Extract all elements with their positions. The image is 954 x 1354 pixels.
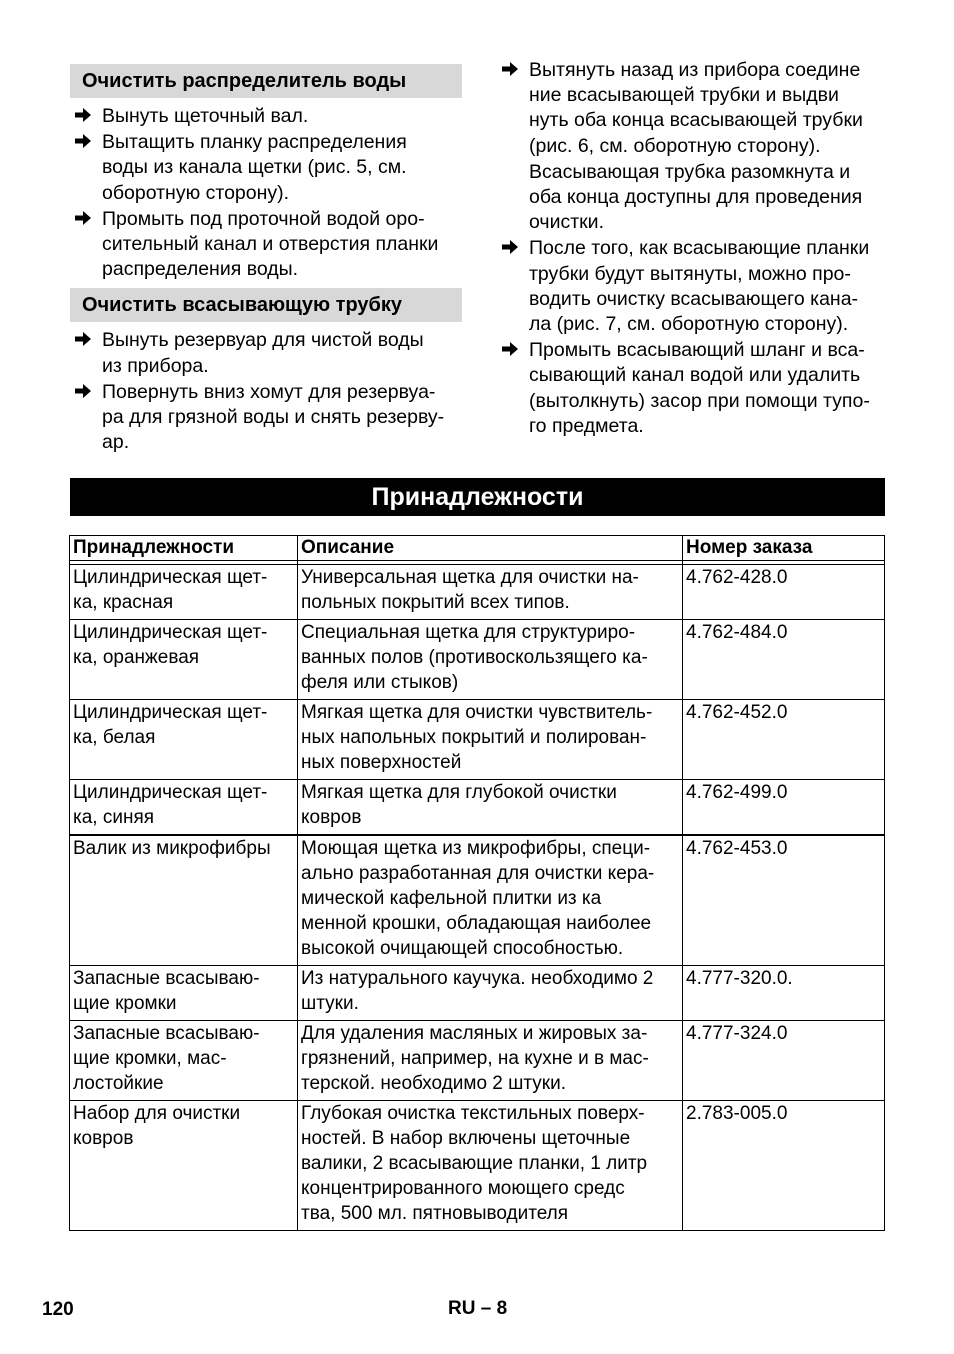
table-row xyxy=(70,780,885,836)
accessory-description: Из натурального каучука. необходимо 2 штуки. xyxy=(298,966,683,1021)
order-number: 4.777-324.0 xyxy=(683,1021,885,1101)
accessory-name: Запасные всасываю- щие кромки xyxy=(70,966,298,1021)
order-number: 4.762-452.0 xyxy=(683,700,885,780)
arrow-right-icon xyxy=(74,132,92,150)
left-column xyxy=(70,64,462,456)
order-number: 4.777-320.0. xyxy=(683,966,885,1021)
section-heading: Очистить распределитель воды xyxy=(70,64,462,98)
step-note: Всасывающая трубка разомкнута и оба конца доступны для проведения очистки. xyxy=(529,160,863,234)
accessory-description: Специальная щетка для структуриро- ванных полов (противоскользящего ка- феля или стыков) xyxy=(298,620,683,700)
section-clean-suction-tube xyxy=(70,288,462,455)
order-number: 4.762-453.0 xyxy=(683,835,885,966)
step-list xyxy=(70,104,462,282)
table-row xyxy=(70,1021,885,1101)
list-item xyxy=(70,130,462,206)
list-item xyxy=(497,58,889,235)
accessory-name: Цилиндрическая щет- ка, синяя xyxy=(70,780,298,836)
accessory-name: Валик из микрофибры xyxy=(70,835,298,966)
step-text: Вынуть щеточный вал. xyxy=(102,105,309,127)
column-header-description: Описание xyxy=(298,536,683,561)
step-text: Вытащить планку распределения воды из канала щетки (рис. 5, см. оборотную сторону). xyxy=(102,131,407,204)
order-number: 4.762-428.0 xyxy=(683,565,885,620)
accessories-table xyxy=(69,535,885,1231)
accessory-name: Цилиндрическая щет- ка, белая xyxy=(70,700,298,780)
table-row xyxy=(70,620,885,700)
footer-language-page: RU – 8 xyxy=(448,1298,508,1319)
accessory-name: Набор для очистки ковров xyxy=(70,1101,298,1231)
table-row xyxy=(70,966,885,1021)
arrow-right-icon xyxy=(74,209,92,227)
accessory-name: Цилиндрическая щет- ка, оранжевая xyxy=(70,620,298,700)
step-text: Вынуть резервуар для чистой воды из прибора. xyxy=(102,329,424,377)
accessory-description: Мягкая щетка для глубокой очистки ковров xyxy=(298,780,683,836)
accessory-name: Цилиндрическая щет- ка, красная xyxy=(70,565,298,620)
accessory-description: Глубокая очистка текстильных поверх- ностей. В набор включены щеточные валики, 2 всасывающие планки, 1 литр концентрированного моющего средс тва, 500 мл. пятновыводителя xyxy=(298,1101,683,1231)
accessory-description: Моющая щетка из микрофибры, специ- ально разработанная для очистки кера- мической кафельной плитки из ка менной крошки, обладающая наиболее высокой очищающей способностью. xyxy=(298,835,683,966)
accessory-description: Мягкая щетка для очистки чувствитель- ных напольных покрытий и полирован- ных поверхностей xyxy=(298,700,683,780)
section-clean-water-distributor xyxy=(70,64,462,282)
step-text: Вытянуть назад из прибора соедине ние всасывающей трубки и выдви нуть оба конца всасывающей трубки (рис. 6, см. оборотную сторону). xyxy=(529,59,863,157)
list-item xyxy=(497,236,889,337)
list-item xyxy=(70,328,462,378)
step-text: Промыть под проточной водой оро- сительный канал и отверстия планки распределения воды. xyxy=(102,207,439,281)
arrow-right-icon xyxy=(501,60,519,78)
accessory-name: Запасные всасываю- щие кромки, мас- лостойкие xyxy=(70,1021,298,1101)
accessory-description: Универсальная щетка для очистки на- польных покрытий всех типов. xyxy=(298,565,683,620)
arrow-right-icon xyxy=(501,238,519,256)
right-column xyxy=(497,58,889,440)
column-header-order-number: Номер заказа xyxy=(683,536,885,561)
list-item xyxy=(497,338,889,439)
section-heading: Очистить всасывающую трубку xyxy=(70,288,462,322)
list-item xyxy=(70,380,462,456)
step-list xyxy=(70,328,462,455)
order-number: 4.762-499.0 xyxy=(683,780,885,836)
list-item xyxy=(70,104,462,129)
arrow-right-icon xyxy=(501,340,519,358)
table-header-row xyxy=(70,536,885,561)
order-number: 4.762-484.0 xyxy=(683,620,885,700)
table-row xyxy=(70,700,885,780)
arrow-right-icon xyxy=(74,382,92,400)
list-item xyxy=(70,207,462,283)
table-row xyxy=(70,835,885,966)
step-text: После того, как всасывающие планки трубки будут вытянуты, можно про- водить очистку всасывающего кана- ла (рис. 7, см. оборотную сторону). xyxy=(529,237,870,336)
accessories-banner: Принадлежности xyxy=(70,478,885,516)
step-text: Повернуть вниз хомут для резервуа- ра для грязной воды и снять резерву- ар. xyxy=(102,380,445,454)
arrow-right-icon xyxy=(74,330,92,348)
step-text: Промыть всасывающий шланг и вса- сывающий канал водой или удалить (вытолкнуть) засор при помощи тупо- го предмета. xyxy=(529,339,870,437)
order-number: 2.783-005.0 xyxy=(683,1101,885,1231)
step-list xyxy=(497,58,889,439)
arrow-right-icon xyxy=(74,106,92,124)
page-number: 120 xyxy=(42,1299,74,1320)
accessory-description: Для удаления масляных и жировых за- грязнений, например, на кухне и в мас- терской. необходимо 2 штуки. xyxy=(298,1021,683,1101)
table-row xyxy=(70,565,885,620)
table-row xyxy=(70,1101,885,1231)
column-header-accessory: Принадлежности xyxy=(70,536,298,561)
